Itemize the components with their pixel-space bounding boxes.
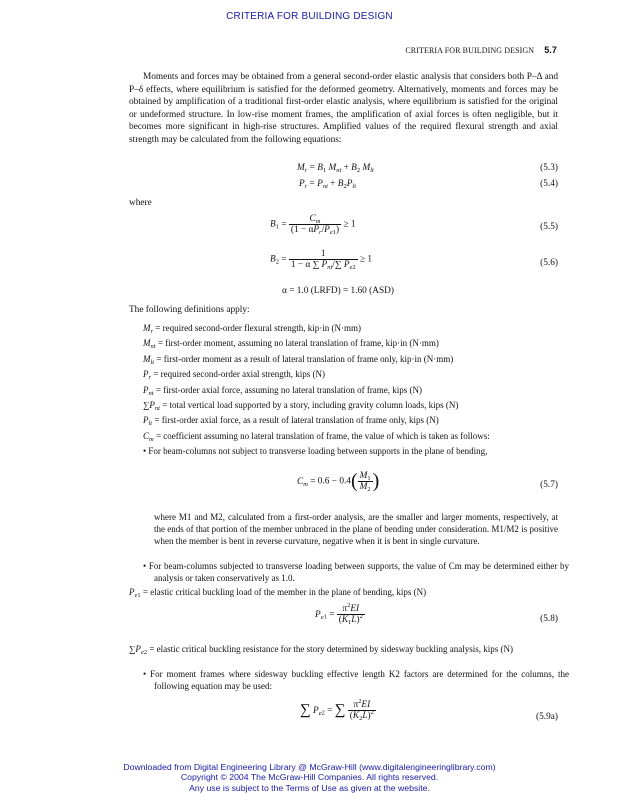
bullet-item: • For beam-columns subjected to transverse loading between supports, the value of Cm may be determined either by analysis or taken conservatively as 1.0. [143,561,569,583]
definition-text: = first-order moment as a result of lateral translation of frame only, kip·in (N·mm) [156,353,454,364]
definition-item: $P_r$ = required second-order axial strength, kips (N) [143,369,326,382]
definitions-list [143,321,558,444]
equation-number-5-8: (5.8) [540,614,558,624]
equation-5-3: $M_r = B_1$ $M_{nt} + B_2$ $M_{lt}$ [297,163,374,174]
equation-number-5-6: (5.6) [540,258,558,268]
footer-line: Copyright © 2004 The McGraw-Hill Companies. All rights reserved. [180,772,439,783]
ge-one: ≥ 1 [343,219,356,230]
equation-5-6: $B_2$ = $\frac{1}{1 - \alpha \sum P_{nt}/\sum P_{e2}}$ ≥ 1 [270,249,373,271]
definition-text: = first-order axial force, as a result of lateral translation of frame only, kips (N) [154,415,439,426]
definition-item: $C_m$ = coefficient assuming no lateral translation of frame, the value of which is taken as follows: [143,430,490,443]
equation-number-5-3: (5.3) [540,163,558,173]
equation-5-7: $C_m = 0.6 - 0.4$( $\frac{M_1}{M_2}$ ) [297,470,380,493]
bullet-text: For beam-columns not subject to transverse loading between supports in the plane of bending, [148,446,488,456]
footer [0,762,619,793]
definition-text: = first-order axial force, assuming no lateral translation of frame, kips (N) [155,384,423,395]
m1-m2-paragraph: where M1 and M2, calculated from a first-order analysis, are the smaller and larger moments, respectively, at the ends of that portion of the member unbraced in the plane of bending under consideration. M1/M2 is positive when the member is bent in reverse curvature, negative when it is bent in single curvature. [154,512,558,546]
definition-text: = required second-order flexural strength, kip·in (N·mm) [155,323,362,333]
definition-text: = first-order moment, assuming no lateral translation of frame, kip·in (N·mm) [157,338,439,349]
pe1-definition: $P_{e1}$ = elastic critical buckling load of the member in the plane of bending, kips (N) [129,587,427,599]
page-number: 5.7 [544,45,557,55]
equation-5-5: $B_1$ = $\frac{C_m}{(1 - \alpha P_r/P_{e1})}$ ≥ 1 [270,214,356,236]
cm-constant: = 0.6 − 0.4 [310,476,351,487]
definition-text: = coefficient assuming no lateral translation of frame, the value of which is taken as follows: [155,430,490,441]
equation-number-5-5: (5.5) [540,222,558,232]
running-head-title: CRITERIA FOR BUILDING DESIGN [405,46,535,55]
definition-item: $P_{lt}$ = first-order axial force, as a result of lateral translation of frame only, kips (N) [143,415,439,428]
running-head [405,45,557,55]
definition-item: $M_r$ = required second-order flexural strength, kip·in (N·mm) [143,323,362,335]
bullet-item: • For moment frames where sidesway buckling effective length K2 factors are determined for the columns, the following equation may be used: [143,669,569,691]
where-label: where [129,198,152,208]
pe2-definition: $\sum P_{e2}$ = elastic critical buckling resistance for the story determined by sidesway buckling analysis, kips (N) [129,644,514,656]
bullet-text: For moment frames where sidesway buckling effective length K2 factors are determined for the columns, the following equation may be used: [150,669,569,691]
intro-paragraph: Moments and forces may be obtained from a general second-order elastic analysis that considers both P–Δ and P–δ effects, where equilibrium is satisfied for the deformed geometry. Alternatively, moments and forces may be obtained by amplification of a traditional first-order elastic analysis, where equilibrium is satisfied for the original or undeformed structure. In low-rise moment frames, the amplification of axial forces is often negligible, but it becomes more significant in high-rise structures. Amplified values of the required flexural strength and axial strength may be calculated from the following equations: [129,72,558,145]
definition-item: $\sum P_{nt}$ = total vertical load supported by a story, including gravity column loads, kips (N) [143,400,459,413]
definition-item: $P_{nt}$ = first-order axial force, assuming no lateral translation of frame, kips (N) [143,384,423,397]
bullet-text: For beam-columns subjected to transverse loading between supports, the value of Cm may be determined either by analysis or taken conservatively as 1.0. [148,561,569,583]
equation-number-5-9a: (5.9a) [536,712,558,722]
pe2-text: = elastic critical buckling resistance for the story determined by sidesway buckling analysis, kips (N) [149,644,514,654]
equation-5-9a: ∑ $P_{e2}$ = ∑ $\frac{\pi^2EI}{(K_2L)^2}$ [300,698,374,722]
site-banner: CRITERIA FOR BUILDING DESIGN [226,11,393,22]
definition-item: $M_{nt}$ = first-order moment, assuming no lateral translation of frame, kip·in (N·mm) [143,338,439,351]
definitions-intro: The following definitions apply: [129,305,250,315]
pe1-text: = elastic critical buckling load of the member in the plane of bending, kips (N) [142,587,427,597]
definition-text: = total vertical load supported by a story, including gravity column loads, kips (N) [162,400,459,411]
equation-number-5-4: (5.4) [540,179,558,189]
footer-line: Any use is subject to the Terms of Use as given at the website. [189,782,430,793]
definition-text: = required second-order axial strength, kips (N) [153,369,326,380]
equation-5-4: $P_r = P_{nt} + B_2P_{lt}$ [299,179,357,190]
alpha-definition: α = 1.0 (LRFD) = 1.60 (ASD) [282,286,394,296]
bullet-item: • For beam-columns not subject to transverse loading between supports in the plane of bending, [143,446,488,456]
equation-5-8: $P_{e1}$ = $\frac{\pi^2EI}{(K_1L)^2}$ [315,602,363,626]
footer-line: Downloaded from Digital Engineering Library @ McGraw-Hill (www.digitalengineeringlibrary.com) [123,762,496,772]
one-numerator: 1 [289,249,358,260]
definition-item: $M_{lt}$ = first-order moment as a result of lateral translation of frame only, kip·in (N·mm) [143,353,454,366]
equation-number-5-7: (5.7) [540,480,558,490]
